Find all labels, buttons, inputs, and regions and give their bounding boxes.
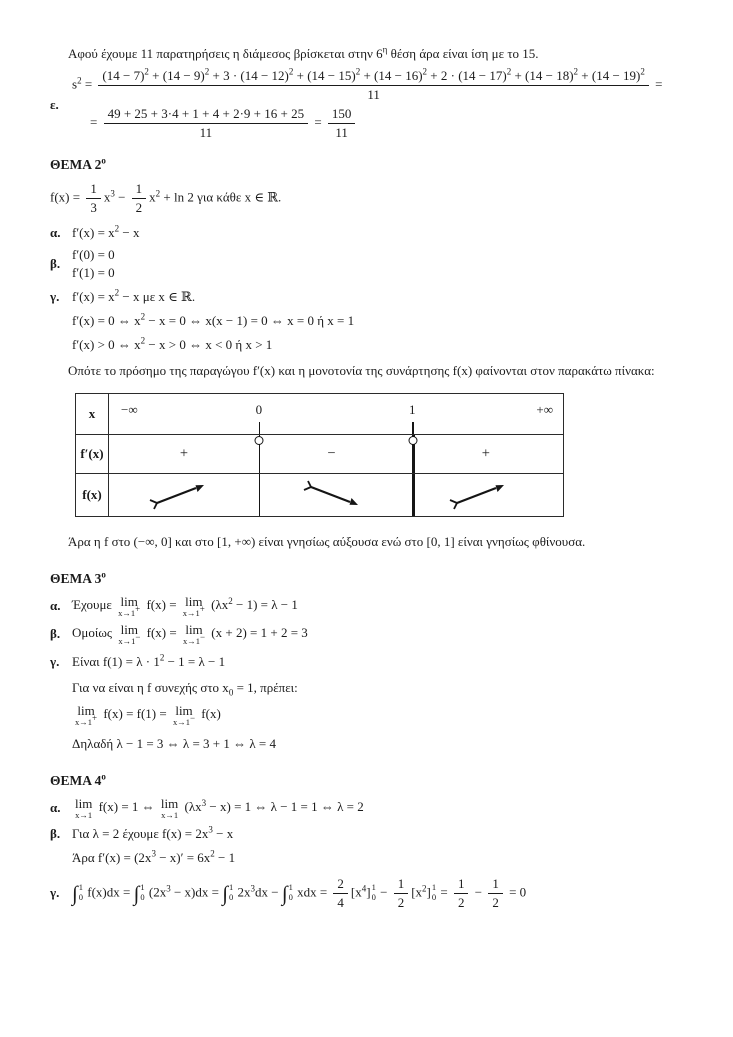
zero-circle-at-one xyxy=(408,436,417,445)
zero-circle-at-zero xyxy=(255,436,264,445)
monotonicity-table xyxy=(75,393,564,517)
item-label-alpha: α. xyxy=(50,224,61,240)
theme2-item-a xyxy=(50,225,719,241)
x-value-minus-infinity: −∞ xyxy=(121,401,138,417)
separator-line-at-one xyxy=(412,474,414,516)
item-label-gamma: γ. xyxy=(50,653,60,669)
sign-plus-right: + xyxy=(481,445,490,461)
theme4-b-line-2: Άρα $f'(x) = (2x^3 - x)' = 6x^2 - 1$ xyxy=(72,848,236,865)
variance-line-1: $s^2$ = $(14 - 7)^2 + (14 - 9)^2 + 3 \cdot (14 - 12)^2 + (14 - 15)^2 + (14 - 16)^2 + 2 \cdot (14 - 17)^2 + (14 - 18)^2 + (14 - 19)^2$ 11 = xyxy=(72,66,663,103)
theme2-c-line-3: f′(x) > 0 ⇔ $x^2 - x > 0$ ⇔ x < 0 ή x > 1 xyxy=(72,335,273,352)
theme3-item-c xyxy=(50,654,719,670)
table-header-f-prime: f′(x) xyxy=(76,435,109,473)
increasing-arrow-icon xyxy=(146,479,208,511)
item-label-alpha: α. xyxy=(50,597,61,613)
theme2-item-c xyxy=(50,289,719,305)
theme4-item-b xyxy=(50,826,719,842)
median-note: Αφού έχουμε 11 παρατηρήσεις η διάμεσος βρίσκεται στην $6^\eta$ θέση άρα είναι ίση με το 15. xyxy=(68,44,539,61)
theme4-item-c xyxy=(50,876,719,912)
separator-line-at-zero xyxy=(259,474,261,516)
theme2-b-line-2: f′(1) = 0 xyxy=(72,264,115,280)
theme2-item-b xyxy=(50,247,719,281)
theme4-c-line: ∫ 1 0 f(x)dx = ∫ 1 0 $(2x^3 - x)dx$ = ∫ 1 0 $2x^3dx$ − ∫ 1 0 xdx = $\frac{2}{4}$ $[x^4]$ 1 0 − $\frac{1}{2}$ $[x^2]$ 1 0 = $\frac{1}{2}$ − $\frac{1}{2}$ = 0 xyxy=(72,875,527,910)
variance-line-2: = $\frac{49 + 25 + 3\cdot 4 + 1 + 4 + 2\cdot 9 + 16 + 25}{11}$ = $\frac{150}{11}$ xyxy=(90,106,662,142)
table-header-x: x xyxy=(76,394,109,434)
theme3-header: ΘΕΜΑ $3^o$ xyxy=(50,569,106,586)
increasing-arrow-icon xyxy=(446,479,508,511)
theme3-c-line-3: lim x→1+ f(x) = f(1) = lim x→1− f(x) xyxy=(75,702,221,727)
item-label-epsilon: ε. xyxy=(50,96,59,112)
theme2-c-line-1: $f'(x) = x^2 - x$ με x ∈ ℝ. xyxy=(72,287,196,304)
theme2-table-intro: Οπότε το πρόσημο της παραγώγου f′(x) και η μονοτονία της συνάρτησης f(x) φαίνονται στον παρακάτω πίνακα: xyxy=(68,362,655,378)
variance-block xyxy=(50,68,719,141)
x-value-zero: 0 xyxy=(255,401,263,417)
item-label-beta: β. xyxy=(50,626,61,642)
theme4-a-line: lim x→1 f(x) = 1 ⇔ lim x→1 $(\lambda x^3 - x) = 1$ ⇔ λ − 1 = 1 ⇔ λ = 2 xyxy=(75,796,364,820)
x-value-plus-infinity: +∞ xyxy=(536,401,553,417)
item-label-alpha: α. xyxy=(50,800,61,816)
theme2-c-line-2: f′(x) = 0 ⇔ $x^2 - x = 0$ ⇔ x(x − 1) = 0 ⇔ x = 0 ή x = 1 xyxy=(72,311,355,328)
tick-at-zero xyxy=(259,422,261,434)
theme2-conclusion: Άρα η f στο (−∞, 0] και στο [1, +∞) είναι γνησίως αύξουσα ενώ στο [0, 1] είναι γνησίως φθίνουσα. xyxy=(68,533,586,549)
sign-minus-middle: − xyxy=(327,445,336,461)
theme2-header: ΘΕΜΑ $2^o$ xyxy=(50,155,106,172)
decreasing-arrow-icon xyxy=(300,479,362,511)
theme3-continuity-note: Για να είναι η f συνεχής στο $x_0 = 1$, πρέπει: xyxy=(72,679,298,698)
theme2-a-line: $f'(x) = x^2 - x$ xyxy=(72,223,140,240)
tick-at-one xyxy=(412,422,414,434)
theme3-c-line-1: Είναι $f(1) = \lambda \cdot 1^2 - 1 = \lambda - 1$ xyxy=(72,652,226,669)
theme3-c-line-4: Δηλαδή λ − 1 = 3 ⇔ λ = 3 + 1 ⇔ λ = 4 xyxy=(72,736,277,751)
sign-plus-left: + xyxy=(179,445,188,461)
theme2-function-def: f(x) = $\frac{1}{3}$ $x^3$ − $\frac{1}{2}$ $x^2 + \ln 2$ για κάθε x ∈ ℝ. xyxy=(50,181,282,216)
item-label-gamma: γ. xyxy=(50,288,60,304)
table-header-f: f(x) xyxy=(76,474,109,516)
theme4-b-line-1: Για λ = 2 έχουμε $f(x) = 2x^3 - x$ xyxy=(72,824,234,841)
variance-lines xyxy=(72,68,662,141)
theme3-item-b xyxy=(50,623,719,646)
item-label-beta: β. xyxy=(50,255,61,271)
table-row-x xyxy=(76,394,563,435)
table-row-f-prime xyxy=(76,435,563,474)
theme3-item-a xyxy=(50,595,719,618)
item-label-gamma: γ. xyxy=(50,885,60,901)
table-row-f xyxy=(76,474,563,516)
theme4-item-a xyxy=(50,797,719,820)
theme3-b-line: Ομοίως lim x→1− f(x) = lim x→1− (x + 2) = 1 + 2 = 3 xyxy=(72,622,308,646)
theme3-a-line: Έχουμε lim x→1+ f(x) = lim x→1+ $(\lambda x^2 - 1) = \lambda - 1$ xyxy=(72,593,298,618)
x-value-one: 1 xyxy=(409,401,416,417)
item-label-beta: β. xyxy=(50,825,61,841)
theme4-header: ΘΕΜΑ $4^o$ xyxy=(50,771,106,788)
theme2-b-line-1: f′(0) = 0 xyxy=(72,246,115,262)
